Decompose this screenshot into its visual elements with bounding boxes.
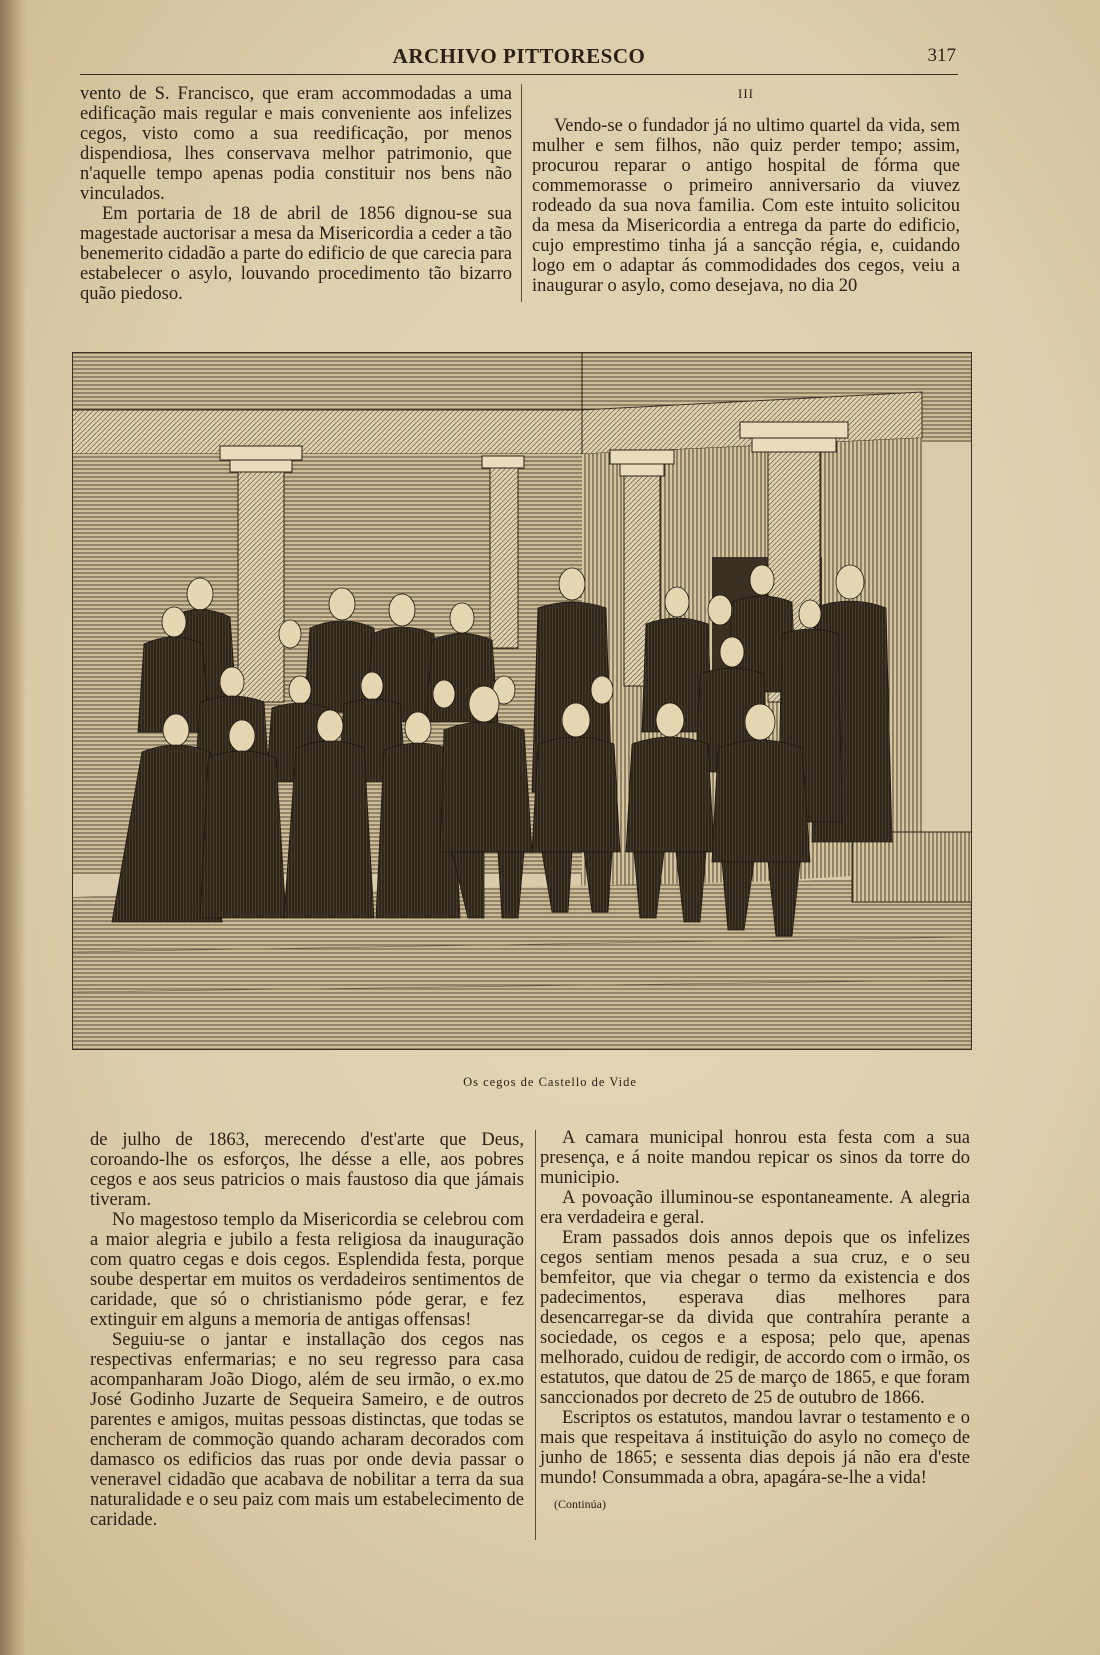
paragraph: de julho de 1863, merecendo d'est'arte que Deus, coroando-lhe os esforços, lhe désse a elle, aos pobres cegos e aos seus patricios o mais faustoso dia que jámais tiveram. [90,1130,524,1210]
page-number: 317 [927,45,956,66]
page-header [80,42,958,75]
paragraph: Seguiu-se o jantar e installação dos cegos nas respectivas enfermarias; e no seu regresso para casa acompanharam João Diogo, além de seu irmão, o ex.mo José Godinho Juzarte de Sequeira Sameiro, e de outros parentes e amigos, muitas pessoas distinctas, que todas se encheram de commoção quando acharam decorados com damasco os edificios das ruas por onde devia passar o veneravel cidadão que acabava de nobilitar a terra da sua naturalidade e o seu paiz com mais um estabelecimento de caridade. [90,1330,524,1530]
paragraph: vento de S. Francisco, que eram accommodadas a uma edificação mais regular e mais conveniente aos infelizes cegos, visto como a sua reedificação, por menos dispendiosa, lhes conservava melhor patrimonio, que n'aquelle tempo apenas podia constituir nos bens não vinculados. [80,84,512,204]
paragraph: Escriptos os estatutos, mandou lavrar o testamento e o mais que respeitava á instituição do asylo no começo de junho de 1865; e sessenta dias depois já não era d'este mundo! Consummada a obra, apagára-se-lhe a vida! [540,1408,970,1488]
paragraph: No magestoso templo da Misericordia se celebrou com a maior alegria e jubilo a festa religiosa da inauguração com quatro cegas e dois cegos. Esplendida festa, porque soube despertar em muitos os verdadeiros sentimentos de caridade, que só o christianismo póde gerar, e fez extinguir em alguns a memoria de antigas offensas! [90,1210,524,1330]
paragraph: Em portaria de 18 de abril de 1856 dignou-se sua magestade auctorisar a mesa da Misericordia a ceder a tão benemerito cidadão a parte do edificio de que carecia para estabelecer o asylo, louvando procedimento tão bizarro quão piedoso. [80,204,512,304]
section-number: III [738,86,754,101]
running-title: ARCHIVO PITTORESCO [392,44,646,68]
paragraph: Vendo-se o fundador já no ultimo quartel da vida, sem mulher e sem filhos, não quiz perder tempo; assim, procurou reparar o antigo hospital de fórma que commemorasse o primeiro anniversario da viuvez rodeado da sua nova familia. Com este intuito solicitou da mesa da Misericordia a entrega da parte do edificio, cujo emprestimo tinha já a sancção régia, e, cuidando logo em o adaptar ás commodidades dos cegos, veiu a inaugurar o asylo, como desejava, no dia 20 [532,116,960,296]
page-binding-edge [0,0,26,1655]
column-divider-bottom [535,1130,536,1540]
paragraph: A povoação illuminou-se espontaneamente. A alegria era verdadeira e geral. [540,1188,970,1228]
bottom-left-column [90,1130,524,1530]
paragraph: A camara municipal honrou esta festa com a sua presença, e á noite mandou repicar os sinos da torre do municipio. [540,1128,970,1188]
column-divider-top [521,84,522,302]
paragraph: Eram passados dois annos depois que os infelizes cegos sentiam menos pesada a sua cruz, e o seu bemfeitor, que via chegar o termo da existencia e dos padecimentos, esperava dias melhores para desencarregar-se da divida que contrahíra perante a sociedade, os cegos e a esposa; pelo que, apenas melhorado, cuidou de redigir, de accordo com o irmão, os estatutos, que datou de 25 de março de 1865, e que foram sanccionados por decreto de 25 de outubro de 1866. [540,1228,970,1408]
continua-note: (Continúa) [554,1497,606,1511]
top-right-column [532,84,960,296]
bottom-right-column [540,1128,970,1514]
top-left-column [80,84,512,304]
engraving-illustration [72,352,972,1050]
illustration-caption: Os cegos de Castello de Vide [463,1075,637,1089]
